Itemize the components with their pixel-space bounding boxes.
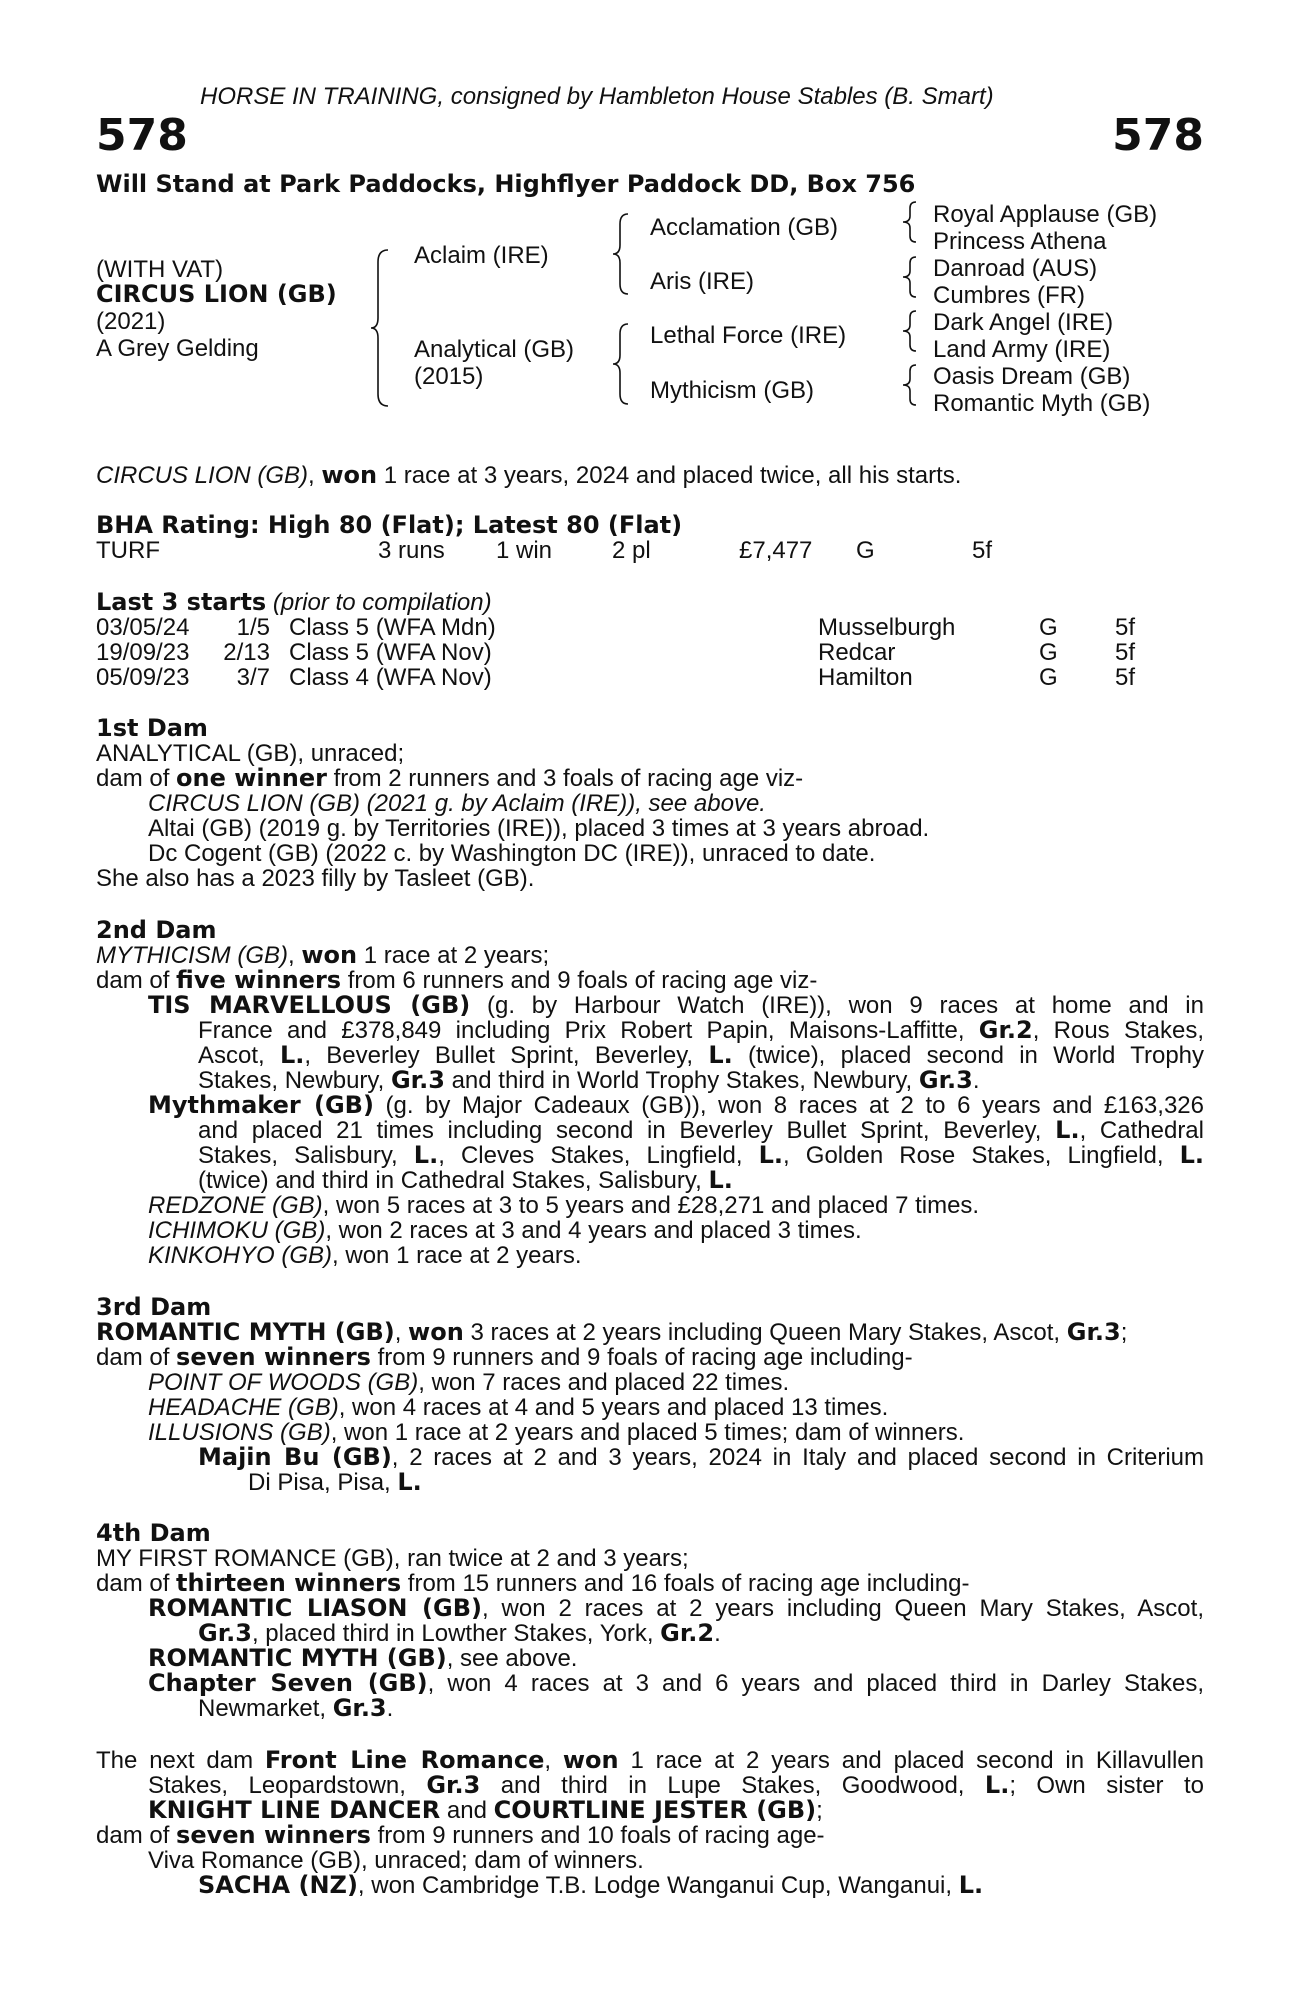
produce-item: Viva Romance (GB), unraced; dam of winners. <box>148 1847 644 1874</box>
sire: Aclaim (IRE) <box>414 242 549 269</box>
produce-item: REDZONE (GB), won 5 races at 3 to 5 years and £28,271 and placed 7 times. <box>148 1192 980 1219</box>
sire-sire-dam: Princess Athena <box>933 228 1107 255</box>
brace-gen3-2 <box>902 255 920 299</box>
race-position: 1/5 <box>236 614 270 641</box>
dam-produce-summary: dam of seven winners from 9 runners and 9 foals of racing age including- <box>96 1343 913 1371</box>
produce-item: ILLUSIONS (GB), won 1 race at 2 years and placed 5 times; dam of winners. <box>148 1419 965 1446</box>
going: G <box>856 537 875 564</box>
dam-note: She also has a 2023 filly by Tasleet (GB). <box>96 865 535 892</box>
race-going: G <box>1039 639 1058 666</box>
bha-rating: BHA Rating: High 80 (Flat); Latest 80 (Flat) <box>96 511 683 539</box>
produce-item-cont: France and £378,849 including Prix Robert Papin, Maisons-Laffitte, Gr.2, Rous Stakes, <box>198 1016 1204 1044</box>
lot-number-right: 578 <box>1112 110 1204 161</box>
produce-item: SACHA (NZ), won Cambridge T.B. Lodge Wanganui Cup, Wanganui, L. <box>198 1871 984 1899</box>
dam-sire-dam: Land Army (IRE) <box>933 336 1111 363</box>
wins: 1 win <box>496 537 553 564</box>
produce-item: ROMANTIC LIASON (GB), won 2 races at 2 years including Queen Mary Stakes, Ascot, <box>148 1594 1204 1622</box>
brace-gen3-3 <box>902 309 920 353</box>
produce-item: Mythmaker (GB) (g. by Major Cadeaux (GB)), won 8 races at 2 to 6 years and £163,326 <box>148 1091 1204 1119</box>
dam-dam-sire: Oasis Dream (GB) <box>933 363 1131 390</box>
race-date: 19/09/23 <box>96 639 190 666</box>
race-distance: 5f <box>1115 639 1136 666</box>
brace-gen3-1 <box>902 200 920 244</box>
race-date: 05/09/23 <box>96 664 190 691</box>
race-class: Class 4 (WFA Nov) <box>289 664 492 691</box>
dam-line: ROMANTIC MYTH (GB), won 3 races at 2 years including Queen Mary Stakes, Ascot, Gr.3; <box>96 1318 1128 1346</box>
brace-sire-dam <box>370 248 394 408</box>
dam-dam: Mythicism (GB) <box>650 377 814 404</box>
produce-item: Chapter Seven (GB), won 4 races at 3 and 6 years and placed third in Darley Stakes, <box>148 1669 1205 1697</box>
dam-sire: Lethal Force (IRE) <box>650 322 847 349</box>
prize-money: £7,477 <box>739 537 813 564</box>
produce-item-cont: Stakes, Salisbury, L., Cleves Stakes, Lingfield, L., Golden Rose Stakes, Lingfield, L. <box>198 1141 1205 1169</box>
produce-item: KINKOHYO (GB), won 1 race at 2 years. <box>148 1242 582 1269</box>
race-position: 3/7 <box>236 664 270 691</box>
dam-produce-summary: dam of thirteen winners from 15 runners and 16 foals of racing age including- <box>96 1569 970 1597</box>
race-distance: 5f <box>1115 664 1136 691</box>
produce-item-cont: Newmarket, Gr.3. <box>198 1694 394 1722</box>
race-summary: CIRCUS LION (GB), won 1 race at 3 years, 2024 and placed twice, all his starts. <box>96 461 962 489</box>
catalogue-header: HORSE IN TRAINING, consigned by Hambleton House Stables (B. Smart) <box>200 83 994 110</box>
next-dam-line-cont: KNIGHT LINE DANCER and COURTLINE JESTER (GB); <box>148 1796 823 1824</box>
race-class: Class 5 (WFA Nov) <box>289 639 492 666</box>
dam-produce-summary: dam of five winners from 6 runners and 9 foals of racing age viz- <box>96 966 818 994</box>
race-going: G <box>1039 664 1058 691</box>
produce-item: HEADACHE (GB), won 4 races at 4 and 5 years and placed 13 times. <box>148 1394 889 1421</box>
vat-note: (WITH VAT) <box>96 256 224 283</box>
placed: 2 pl <box>612 537 651 564</box>
next-dam-line-cont: Stakes, Leopardstown, Gr.3 and third in Lupe Stakes, Goodwood, L.; Own sister to <box>148 1771 1204 1799</box>
produce-item-cont: Ascot, L., Beverley Bullet Sprint, Beverley, L. (twice), placed second in World Trophy <box>198 1041 1205 1069</box>
produce-item-cont: and placed 21 times including second in Beverley Bullet Sprint, Beverley, L., Cathedral <box>198 1116 1204 1144</box>
surface: TURF <box>96 537 160 564</box>
sire-dam: Aris (IRE) <box>650 268 754 295</box>
race-distance: 5f <box>1115 614 1136 641</box>
distance: 5f <box>972 537 993 564</box>
last-starts-heading: Last 3 starts (prior to compilation) <box>96 588 492 616</box>
section-heading: 1st Dam <box>96 714 208 742</box>
race-going: G <box>1039 614 1058 641</box>
produce-item: CIRCUS LION (GB) (2021 g. by Aclaim (IRE)), see above. <box>148 790 766 817</box>
sire-sire-sire: Royal Applause (GB) <box>933 201 1158 228</box>
dam-produce-summary: dam of seven winners from 9 runners and 10 foals of racing age- <box>96 1821 825 1849</box>
race-course: Hamilton <box>818 664 913 691</box>
dam: Analytical (GB) <box>414 336 575 363</box>
next-dam-line: The next dam Front Line Romance, won 1 race at 2 years and placed second in Killavullen <box>96 1746 1204 1774</box>
runs: 3 runs <box>378 537 445 564</box>
brace-dam-parents <box>612 322 632 406</box>
lot-number-left: 578 <box>96 110 188 161</box>
dam-line: MY FIRST ROMANCE (GB), ran twice at 2 and 3 years; <box>96 1545 689 1572</box>
race-class: Class 5 (WFA Mdn) <box>289 614 496 641</box>
produce-item-cont: (twice) and third in Cathedral Stakes, Salisbury, L. <box>198 1166 733 1194</box>
produce-item: POINT OF WOODS (GB), won 7 races and placed 22 times. <box>148 1369 790 1396</box>
horse-description: A Grey Gelding <box>96 335 259 362</box>
produce-item-cont: Gr.3, placed third in Lowther Stakes, York, Gr.2. <box>198 1619 721 1647</box>
sire-dam-sire: Danroad (AUS) <box>933 255 1098 282</box>
brace-sire-parents <box>612 212 632 296</box>
foaling-year: (2021) <box>96 308 166 335</box>
produce-item: TIS MARVELLOUS (GB) (g. by Harbour Watch (IRE)), won 9 races at home and in <box>148 991 1204 1019</box>
dam-year: (2015) <box>414 363 484 390</box>
race-date: 03/05/24 <box>96 614 190 641</box>
produce-item: ICHIMOKU (GB), won 2 races at 3 and 4 years and placed 3 times. <box>148 1217 862 1244</box>
dam-produce-summary: dam of one winner from 2 runners and 3 foals of racing age viz- <box>96 764 804 792</box>
sire-sire: Acclamation (GB) <box>650 214 839 241</box>
horse-name: CIRCUS LION (GB) <box>96 280 337 308</box>
produce-item: Dc Cogent (GB) (2022 c. by Washington DC (IRE)), unraced to date. <box>148 840 876 867</box>
dam-line: MYTHICISM (GB), won 1 race at 2 years; <box>96 941 550 969</box>
produce-item-cont: Di Pisa, Pisa, L. <box>248 1468 422 1496</box>
produce-item: ROMANTIC MYTH (GB), see above. <box>148 1644 578 1672</box>
dam-dam-dam: Romantic Myth (GB) <box>933 390 1151 417</box>
dam-line: ANALYTICAL (GB), unraced; <box>96 740 405 767</box>
produce-item: Altai (GB) (2019 g. by Territories (IRE)), placed 3 times at 3 years abroad. <box>148 815 930 842</box>
race-course: Musselburgh <box>818 614 956 641</box>
dam-sire-sire: Dark Angel (IRE) <box>933 309 1114 336</box>
race-position: 2/13 <box>223 639 270 666</box>
brace-gen3-4 <box>902 363 920 407</box>
section-heading: 2nd Dam <box>96 916 217 944</box>
produce-item: Majin Bu (GB), 2 races at 2 and 3 years, 2024 in Italy and placed second in Criterium <box>198 1443 1205 1471</box>
section-heading: 4th Dam <box>96 1519 211 1547</box>
produce-item-cont: Stakes, Newbury, Gr.3 and third in World Trophy Stakes, Newbury, Gr.3. <box>198 1066 980 1094</box>
stand-location: Will Stand at Park Paddocks, Highflyer Paddock DD, Box 756 <box>96 170 916 198</box>
sire-dam-dam: Cumbres (FR) <box>933 282 1086 309</box>
race-course: Redcar <box>818 639 896 666</box>
section-heading: 3rd Dam <box>96 1293 212 1321</box>
